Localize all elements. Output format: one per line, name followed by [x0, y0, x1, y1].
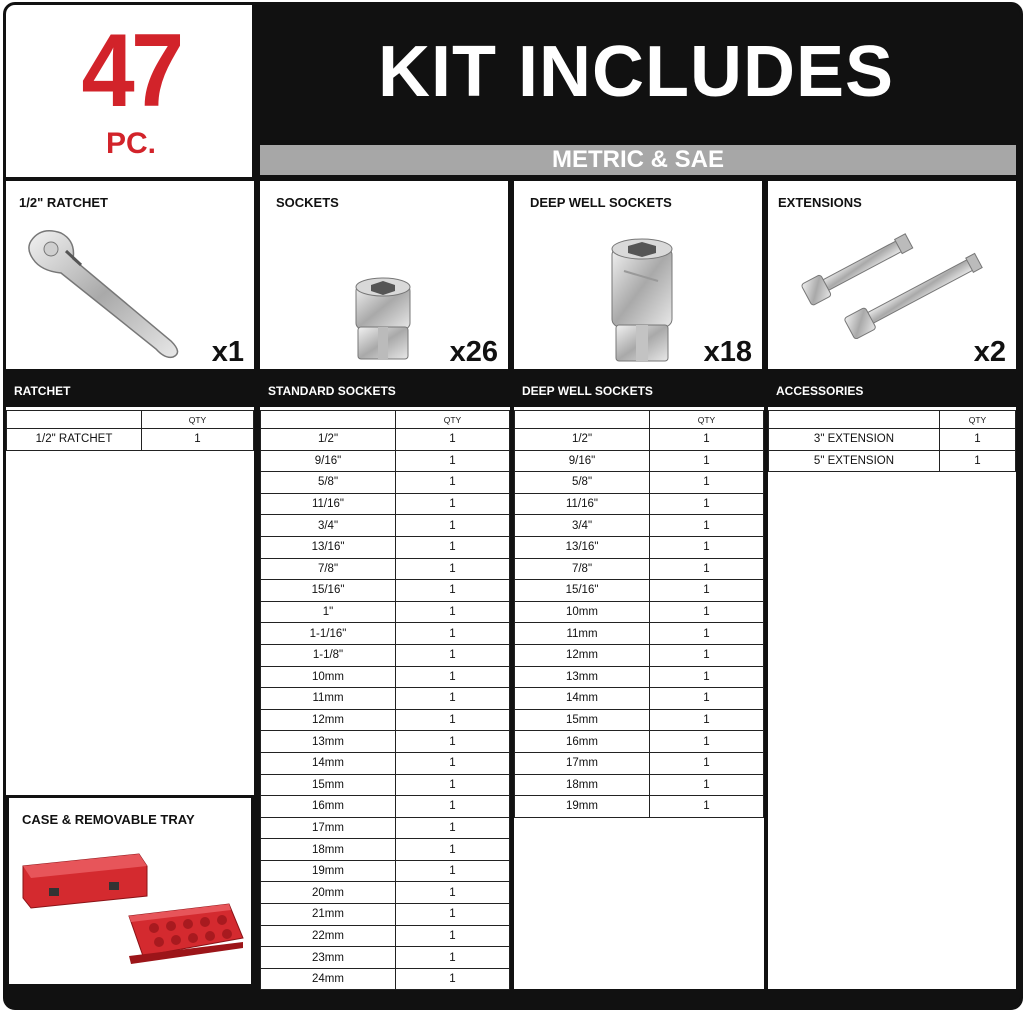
case-tile	[6, 795, 254, 987]
case-and-tray-icon	[19, 846, 245, 976]
size-cell: 13mm	[515, 666, 650, 688]
qty-cell: 1	[650, 796, 764, 818]
table-row	[515, 666, 764, 688]
qty-cell: 1	[396, 882, 510, 904]
qty-cell: 1	[940, 429, 1016, 451]
table-row	[515, 515, 764, 537]
size-cell: 16mm	[515, 731, 650, 753]
size-cell: 9/16"	[515, 450, 650, 472]
qty-cell: 1	[650, 644, 764, 666]
size-cell: 23mm	[261, 947, 396, 969]
table-row	[769, 450, 1016, 472]
size-cell: 17mm	[515, 752, 650, 774]
item-cell: 1/2" RATCHET	[7, 429, 142, 451]
tile-qty: x2	[973, 336, 1006, 368]
qty-cell: 1	[396, 644, 510, 666]
qty-cell: 1	[396, 429, 510, 451]
socket-icon	[352, 275, 414, 363]
size-cell: 20mm	[261, 882, 396, 904]
table-row	[261, 493, 510, 515]
size-cell: 5/8"	[261, 472, 396, 494]
size-cell: 1-1/16"	[261, 623, 396, 645]
qty-cell: 1	[650, 472, 764, 494]
piece-count-number: 47	[81, 13, 181, 129]
table-row	[515, 731, 764, 753]
kit-contents-sheet	[3, 2, 1023, 1010]
qty-cell: 1	[396, 709, 510, 731]
qty-cell: 1	[650, 429, 764, 451]
qty-cell: 1	[396, 688, 510, 710]
table-row	[261, 536, 510, 558]
table-header-row	[515, 411, 764, 429]
size-cell: 13/16"	[515, 536, 650, 558]
table-row	[261, 623, 510, 645]
table-row	[261, 839, 510, 861]
size-cell: 17mm	[261, 817, 396, 839]
size-cell: 9/16"	[261, 450, 396, 472]
qty-cell: 1	[396, 839, 510, 861]
table-row	[515, 472, 764, 494]
qty-cell: 1	[396, 536, 510, 558]
table-row	[261, 558, 510, 580]
ratchet-table-heading: RATCHET	[6, 375, 254, 407]
qty-cell: 1	[650, 493, 764, 515]
table-row	[515, 580, 764, 602]
item-header	[769, 411, 940, 429]
table-row	[515, 709, 764, 731]
qty-header: QTY	[142, 411, 254, 429]
qty-cell: 1	[396, 450, 510, 472]
tile-label: DEEP WELL SOCKETS	[530, 195, 672, 210]
qty-header: QTY	[940, 411, 1016, 429]
size-cell: 7/8"	[515, 558, 650, 580]
size-cell: 1-1/8"	[261, 644, 396, 666]
page-title: KIT INCLUDES	[378, 32, 894, 112]
tile-label: SOCKETS	[276, 195, 339, 210]
table-row	[261, 709, 510, 731]
table-row	[7, 429, 254, 451]
qty-cell: 1	[396, 731, 510, 753]
qty-cell: 1	[650, 688, 764, 710]
table-row	[261, 817, 510, 839]
size-cell: 1/2"	[261, 429, 396, 451]
size-header	[515, 411, 650, 429]
table-row	[261, 860, 510, 882]
size-cell: 16mm	[261, 796, 396, 818]
qty-cell: 1	[650, 558, 764, 580]
qty-cell: 1	[650, 515, 764, 537]
table-row	[515, 558, 764, 580]
size-cell: 13/16"	[261, 536, 396, 558]
standard-table-heading: STANDARD SOCKETS	[260, 375, 510, 407]
table-row	[261, 450, 510, 472]
qty-cell: 1	[650, 709, 764, 731]
size-cell: 14mm	[515, 688, 650, 710]
table-row	[261, 601, 510, 623]
size-cell: 1/2"	[515, 429, 650, 451]
qty-cell: 1	[396, 580, 510, 602]
size-cell: 7/8"	[261, 558, 396, 580]
qty-cell: 1	[650, 774, 764, 796]
qty-cell: 1	[650, 666, 764, 688]
table-row	[261, 947, 510, 969]
qty-cell: 1	[650, 623, 764, 645]
table-row	[515, 774, 764, 796]
qty-cell: 1	[396, 860, 510, 882]
table-row	[515, 752, 764, 774]
table-row	[515, 601, 764, 623]
table-row	[261, 515, 510, 537]
size-cell: 5" EXTENSION	[769, 450, 940, 472]
qty-cell: 1	[396, 666, 510, 688]
size-cell: 5/8"	[515, 472, 650, 494]
size-cell: 19mm	[515, 796, 650, 818]
deep-well-socket-icon	[606, 237, 678, 365]
accessories-table-heading: ACCESSORIES	[768, 375, 1016, 407]
size-cell: 18mm	[515, 774, 650, 796]
size-cell: 19mm	[261, 860, 396, 882]
size-cell: 10mm	[261, 666, 396, 688]
table-row	[261, 688, 510, 710]
size-cell: 15/16"	[261, 580, 396, 602]
qty-cell: 1	[396, 947, 510, 969]
extensions-icon	[796, 229, 986, 339]
table-row	[769, 429, 1016, 451]
tile-sockets	[260, 181, 508, 369]
qty-cell: 1	[396, 752, 510, 774]
table-row	[515, 493, 764, 515]
table-row	[515, 623, 764, 645]
qty-cell: 1	[396, 558, 510, 580]
piece-count-suffix: PC.	[105, 127, 156, 160]
table-row	[261, 968, 510, 990]
table-header-row	[7, 411, 254, 429]
size-cell: 11mm	[261, 688, 396, 710]
qty-cell: 1	[650, 450, 764, 472]
ratchet-column	[6, 375, 254, 795]
qty-cell: 1	[650, 752, 764, 774]
size-cell: 18mm	[261, 839, 396, 861]
size-cell: 15mm	[261, 774, 396, 796]
size-cell: 14mm	[261, 752, 396, 774]
size-cell: 11/16"	[515, 493, 650, 515]
qty-cell: 1	[396, 796, 510, 818]
size-cell: 10mm	[515, 601, 650, 623]
accessories-table	[768, 410, 1016, 472]
table-header-row	[769, 411, 1016, 429]
qty-cell: 1	[142, 429, 254, 451]
size-cell: 11/16"	[261, 493, 396, 515]
qty-header: QTY	[650, 411, 764, 429]
qty-cell: 1	[396, 623, 510, 645]
size-cell: 12mm	[515, 644, 650, 666]
case-label: CASE & REMOVABLE TRAY	[22, 812, 195, 827]
qty-cell: 1	[940, 450, 1016, 472]
size-cell: 1"	[261, 601, 396, 623]
table-row	[261, 580, 510, 602]
accessories-column	[768, 375, 1016, 989]
qty-cell: 1	[396, 968, 510, 990]
size-cell: 24mm	[261, 968, 396, 990]
table-row	[261, 925, 510, 947]
qty-cell: 1	[396, 817, 510, 839]
ratchet-icon	[21, 221, 191, 361]
table-row	[515, 796, 764, 818]
table-row	[261, 472, 510, 494]
deep-well-column	[514, 375, 764, 989]
qty-header: QTY	[396, 411, 510, 429]
qty-cell: 1	[650, 601, 764, 623]
qty-cell: 1	[650, 580, 764, 602]
qty-cell: 1	[396, 925, 510, 947]
table-row	[261, 644, 510, 666]
tile-qty: x1	[211, 336, 244, 368]
qty-cell: 1	[396, 904, 510, 926]
size-cell: 22mm	[261, 925, 396, 947]
table-row	[515, 536, 764, 558]
table-row	[515, 688, 764, 710]
size-cell: 3" EXTENSION	[769, 429, 940, 451]
item-header	[7, 411, 142, 429]
table-row	[261, 904, 510, 926]
size-header	[261, 411, 396, 429]
table-row	[261, 774, 510, 796]
piece-count-box	[6, 5, 252, 177]
tile-qty: x26	[449, 336, 498, 368]
deepwell-table-heading: DEEP WELL SOCKETS	[514, 375, 764, 407]
table-header-row	[261, 411, 510, 429]
qty-cell: 1	[396, 472, 510, 494]
qty-cell: 1	[396, 515, 510, 537]
qty-cell: 1	[650, 731, 764, 753]
size-cell: 11mm	[515, 623, 650, 645]
table-row	[261, 752, 510, 774]
size-cell: 13mm	[261, 731, 396, 753]
subtitle-bar: METRIC & SAE	[260, 145, 1016, 175]
tile-label: 1/2" RATCHET	[19, 195, 108, 210]
deep-well-table	[514, 410, 764, 818]
table-row	[261, 882, 510, 904]
tile-label: EXTENSIONS	[778, 195, 862, 210]
size-cell: 15/16"	[515, 580, 650, 602]
ratchet-table	[6, 410, 254, 451]
qty-cell: 1	[396, 774, 510, 796]
size-cell: 15mm	[515, 709, 650, 731]
tile-deep-well-sockets	[514, 181, 762, 369]
size-cell: 12mm	[261, 709, 396, 731]
table-row	[261, 731, 510, 753]
qty-cell: 1	[396, 601, 510, 623]
standard-sockets-table	[260, 410, 510, 990]
table-row	[515, 644, 764, 666]
tile-qty: x18	[703, 336, 752, 368]
table-row	[261, 666, 510, 688]
table-row	[515, 429, 764, 451]
qty-cell: 1	[650, 536, 764, 558]
table-row	[515, 450, 764, 472]
standard-sockets-column	[260, 375, 510, 989]
size-cell: 3/4"	[261, 515, 396, 537]
table-row	[261, 796, 510, 818]
table-row	[261, 429, 510, 451]
tile-extensions	[768, 181, 1016, 369]
size-cell: 21mm	[261, 904, 396, 926]
tile-ratchet	[6, 181, 254, 369]
qty-cell: 1	[396, 493, 510, 515]
size-cell: 3/4"	[515, 515, 650, 537]
